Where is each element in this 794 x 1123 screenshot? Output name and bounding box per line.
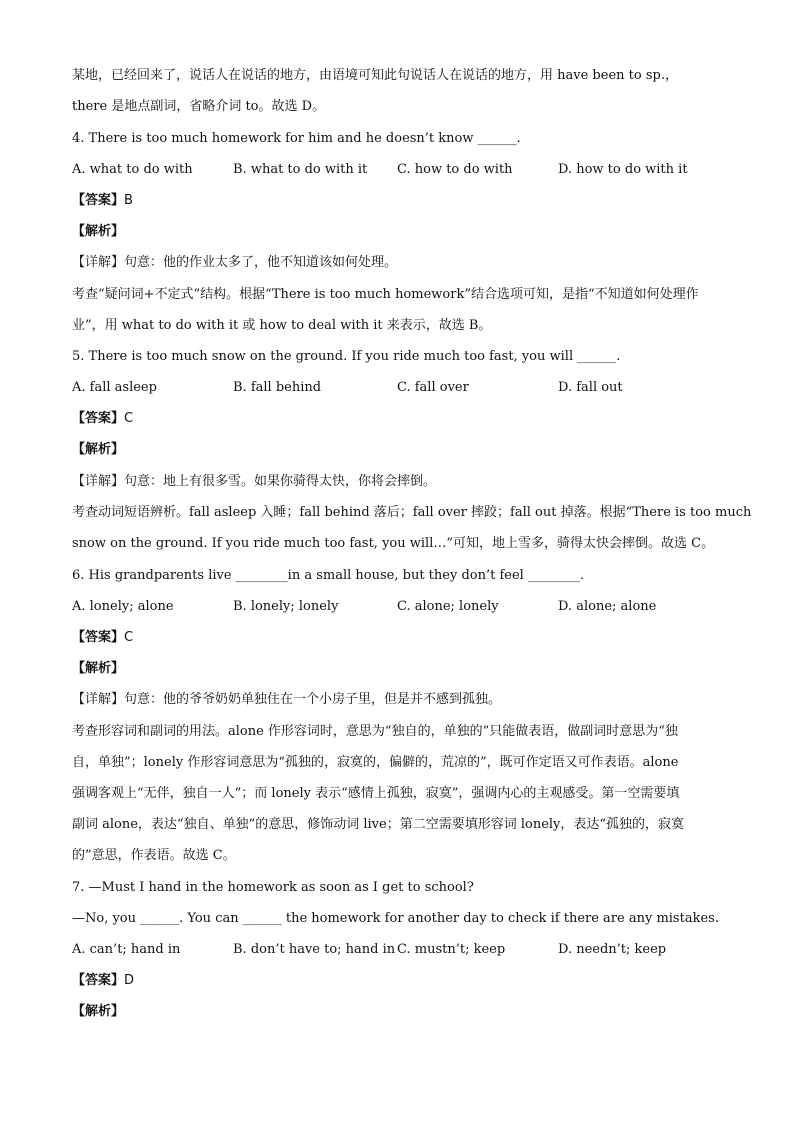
q4-detail: 【详解】句意：他的作业太多了，他不知道该如何处理。 — [72, 255, 398, 270]
q6-option-a: A. lonely; alone — [72, 599, 174, 614]
q4-option-a: A. what to do with — [72, 162, 193, 177]
q4-explanation: 业”，用 what to do with it 或 how to deal with it 来表示，故选 B。 — [72, 318, 492, 333]
q6-detail: 【详解】句意：他的爷爷奶奶单独住在一个小房子里，但是并不感到孤独。 — [72, 692, 502, 707]
answer-label: 【答案】 — [72, 411, 125, 426]
question-6: 6. His grandparents live ________in a small house, but they don’t feel ________. — [72, 568, 585, 583]
q4-option-c: C. how to do with — [397, 162, 513, 177]
q6-analysis-label — [72, 660, 124, 678]
q5-detail: 【详解】句意：地上有很多雪。如果你骑得太快，你将会摔倒。 — [72, 474, 437, 489]
q6-explanation: 副词 alone，表达“独自、单独”的意思，修饰动词 live；第二空需要填形容词 lonely，表达“孤独的，寂寞 — [72, 817, 685, 832]
q7-answer — [72, 972, 134, 990]
question-4: 4. There is too much homework for him and he doesn’t know ______. — [72, 131, 521, 146]
question-7-reply: —No, you ______. You can ______ the homework for another day to check if there are any mistakes. — [72, 911, 719, 926]
q5-option-b: B. fall behind — [233, 380, 322, 395]
answer-label: 【答案】 — [72, 193, 125, 208]
text-line: there 是地点副词，省略介词 to。故选 D。 — [72, 99, 326, 114]
q6-option-d: D. alone; alone — [558, 599, 657, 614]
analysis-label: 【解析】 — [72, 661, 125, 676]
q4-explanation: 考查“疑问词+不定式”结构。根据“There is too much homework”结合选项可知，是指“不知道如何处理作 — [72, 287, 699, 302]
answer-value: C — [124, 411, 134, 426]
q5-explanation: 考查动词短语辨析。fall asleep 入睡；fall behind 落后；fall over 摔跤；fall out 掉落。根据“There is too much — [72, 505, 752, 520]
analysis-label: 【解析】 — [72, 442, 125, 457]
q6-explanation: 的”意思，作表语。故选 C。 — [72, 848, 236, 863]
q6-explanation: 考查形容词和副词的用法。alone 作形容词时，意思为“独自的，单独的”只能做表语，做副词时意思为“独 — [72, 724, 678, 739]
q6-explanation: 强调客观上“无伴，独自一人”；而 lonely 表示“感情上孤独，寂寞”，强调内心的主观感受。第一空需要填 — [72, 786, 680, 801]
analysis-label: 【解析】 — [72, 224, 125, 239]
q5-explanation: snow on the ground. If you ride much too fast, you will…”可知，地上雪多，骑得太快会摔倒。故选 C。 — [72, 536, 715, 551]
question-7: 7. —Must I hand in the homework as soon as I get to school? — [72, 880, 474, 895]
q4-option-d: D. how to do with it — [558, 162, 688, 177]
q6-answer — [72, 629, 133, 647]
q5-option-a: A. fall asleep — [72, 380, 157, 395]
q5-answer — [72, 410, 133, 428]
answer-label: 【答案】 — [72, 630, 125, 645]
answer-label: 【答案】 — [72, 973, 125, 988]
question-5: 5. There is too much snow on the ground. If you ride much too fast, you will ______. — [72, 349, 621, 364]
answer-value: B — [124, 193, 133, 208]
analysis-label: 【解析】 — [72, 1004, 125, 1019]
q4-option-b: B. what to do with it — [233, 162, 368, 177]
answer-value: C — [124, 630, 134, 645]
q5-option-d: D. fall out — [558, 380, 623, 395]
q7-analysis-label — [72, 1003, 124, 1021]
text-line: 某地，已经回来了，说话人在说话的地方，由语境可知此句说话人在说话的地方，用 have been to sp.， — [72, 68, 678, 83]
q7-option-c: C. mustn’t; keep — [397, 942, 506, 957]
q5-analysis-label — [72, 441, 124, 459]
q5-option-c: C. fall over — [397, 380, 469, 395]
q4-analysis-label — [72, 223, 124, 241]
answer-value: D — [124, 973, 135, 988]
q7-option-b: B. don’t have to; hand in — [233, 942, 396, 957]
q6-option-b: B. lonely; lonely — [233, 599, 339, 614]
q7-option-d: D. needn’t; keep — [558, 942, 667, 957]
q4-answer — [72, 192, 133, 210]
q7-option-a: A. can’t; hand in — [72, 942, 181, 957]
q6-option-c: C. alone; lonely — [397, 599, 499, 614]
q6-explanation: 自，单独”；lonely 作形容词意思为“孤独的，寂寞的，偏僻的，荒凉的”，既可作定语又可作表语。alone — [72, 755, 679, 770]
